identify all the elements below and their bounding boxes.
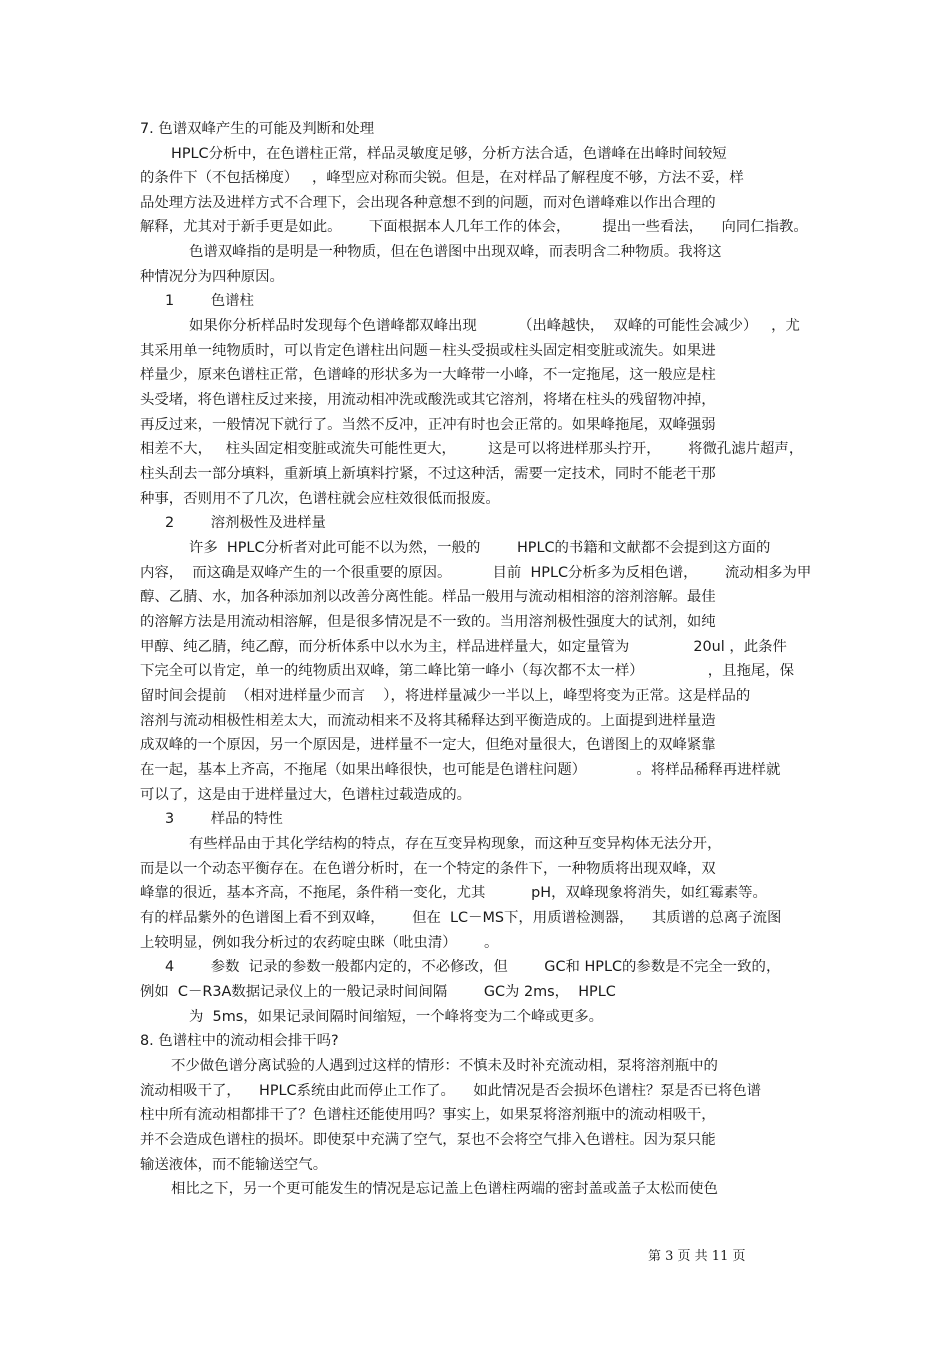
paragraph-line: 样量少，原来色谱柱正常，色谱峰的形状多为一大峰带一小峰，不一定拖尾，这一般应是柱 (140, 367, 716, 383)
paragraph-line: 再反过来，一般情况下就行了。当然不反冲，正冲有时也会正常的。如果峰拖尾，双峰强弱 (140, 417, 716, 433)
paragraph-line: 的条件下（不包括梯度） ，峰型应对称而尖锐。但是，在对样品了解程度不够，方法不妥，样 (140, 170, 744, 186)
paragraph-line: 不少做色谱分离试验的人遇到过这样的情形：不慎未及时补充流动相，泵将溶剂瓶中的 (171, 1058, 718, 1074)
paragraph-line: 品处理方法及进样方式不合理下，会出现各种意想不到的问题，而对色谱峰难以作出合理的 (140, 195, 716, 211)
paragraph-line: 下完全可以肯定，单一的纯物质出双峰，第二峰比第一峰小（每次都不太一样） ，且拖尾，保 (140, 663, 795, 679)
paragraph-line: 为 5ms，如果记录间隔时间缩短，一个峰将变为二个峰或更多。 (189, 1009, 603, 1025)
paragraph-line: 柱中所有流动相都排干了？色谱柱还能使用吗？事实上，如果泵将溶剂瓶中的流动相吸干， (140, 1107, 716, 1123)
paragraph-line: 甲醇、纯乙腈，纯乙醇，而分析体系中以水为主，样品进样量大，如定量管为 20ul ，此条件 (140, 639, 787, 655)
subsection-heading-1: 1 色谱柱 (165, 293, 254, 309)
paragraph-line: 并不会造成色谱柱的损坏。即使泵中充满了空气，泵也不会将空气排入色谱柱。因为泵只能 (140, 1132, 716, 1148)
paragraph-line: 在一起，基本上齐高，不拖尾（如果出峰很快，也可能是色谱柱问题） 。将样品稀释再进样就 (140, 762, 781, 778)
paragraph-line: 其采用单一纯物质时，可以肯定色谱柱出问题－柱头受损或柱头固定相变脏或流失。如果进 (140, 343, 716, 359)
paragraph-line: 有些样品由于其化学结构的特点，存在互变异构现象，而这种互变异构体无法分开， (189, 836, 722, 852)
paragraph-line: 溶剂与流动相极性相差太大，而流动相来不及将其稀释达到平衡造成的。上面提到进样量造 (140, 713, 716, 729)
paragraph-line: 有的样品紫外的色谱图上看不到双峰， 但在 LC－MS下，用质谱检测器， 其质谱的总离子流图 (140, 910, 782, 926)
subsection-heading-3: 3 样品的特性 (165, 811, 283, 827)
paragraph-line: 柱头刮去一部分填料，重新填上新填料拧紧，不过这种活，需要一定技术，同时不能老干那 (140, 466, 716, 482)
subsection-heading-2: 2 溶剂极性及进样量 (165, 515, 326, 531)
paragraph-line: 留时间会提前 （相对进样量少而言 ），将进样量减少一半以上，峰型将变为正常。这是样品的 (140, 688, 751, 704)
paragraph-line: 的溶解方法是用流动相溶解，但是很多情况是不一致的。当用溶剂极性强度大的试剂，如纯 (140, 614, 716, 630)
paragraph-line: 而是以一个动态平衡存在。在色谱分析时，在一个特定的条件下，一种物质将出现双峰，双 (140, 861, 716, 877)
paragraph-line: 上较明显，例如我分析过的农药啶虫眯（吡虫清） 。 (140, 935, 499, 951)
page-number-footer: 第 3 页 共 11 页 (648, 1249, 746, 1264)
paragraph-line: 可以了，这是由于进样量过大，色谱柱过载造成的。 (140, 787, 471, 803)
paragraph-line: 解释，尤其对于新手更是如此。 下面根据本人几年工作的体会， 提出一些看法， 向同仁指教。 (140, 219, 808, 235)
section-heading-8: 8. 色谱柱中的流动相会排干吗? (140, 1033, 339, 1049)
subsection-heading-4: 4 参数 记录的参数一般都内定的，不必修改，但 GC和 HPLC的参数是不完全一致的， (165, 959, 781, 975)
paragraph-line: HPLC分析中，在色谱柱正常，样品灵敏度足够，分析方法合适，色谱峰在出峰时间较短 (171, 146, 727, 162)
section-heading-7: 7. 色谱双峰产生的可能及判断和处理 (140, 121, 375, 137)
paragraph-line: 相比之下，另一个更可能发生的情况是忘记盖上色谱柱两端的密封盖或盖子太松而使色 (171, 1181, 718, 1197)
paragraph-line: 色谱双峰指的是明是一种物质，但在色谱图中出现双峰，而表明含二种物质。我将这 (189, 244, 722, 260)
paragraph-line: 相差不大， 柱头固定相变脏或流失可能性更大， 这是可以将进样那头拧开， 将微孔滤片超声， (140, 441, 804, 457)
paragraph-line: 峰靠的很近，基本齐高，不拖尾，条件稍一变化，尤其 pH，双峰现象将消失，如红霉素等。 (140, 885, 767, 901)
paragraph-line: 许多 HPLC分析者对此可能不以为然，一般的 HPLC的书籍和文献都不会提到这方面的 (189, 540, 771, 556)
paragraph-line: 种事，否则用不了几次，色谱柱就会应柱效很低而报废。 (140, 491, 500, 507)
paragraph-line: 例如 C－R3A数据记录仪上的一般记录时间间隔 GC为 2ms， HPLC (140, 984, 616, 1000)
paragraph-line: 流动相吸干了， HPLC系统由此而停止工作了。 如此情况是否会损坏色谱柱？泵是否已将色谱 (140, 1083, 762, 1099)
paragraph-line: 种情况分为四种原因。 (140, 269, 284, 285)
paragraph-line: 输送液体，而不能输送空气。 (140, 1157, 328, 1173)
paragraph-line: 内容， 而这确是双峰产生的一个很重要的原因。 目前 HPLC分析多为反相色谱， 流动相多为甲 (140, 565, 812, 581)
paragraph-line: 成双峰的一个原因，另一个原因是，进样量不一定大，但绝对量很大，色谱图上的双峰紧靠 (140, 737, 716, 753)
paragraph-line: 如果你分析样品时发现每个色谱峰都双峰出现 （出峰越快， 双峰的可能性会减少） ，尤 (189, 318, 800, 334)
paragraph-line: 头受堵，将色谱柱反过来接，用流动相冲洗或酸洗或其它溶剂，将堵在柱头的残留物冲掉， (140, 392, 716, 408)
paragraph-line: 醇、乙腈、水，加各种添加剂以改善分离性能。样品一般用与流动相相溶的溶剂溶解。最佳 (140, 589, 716, 605)
